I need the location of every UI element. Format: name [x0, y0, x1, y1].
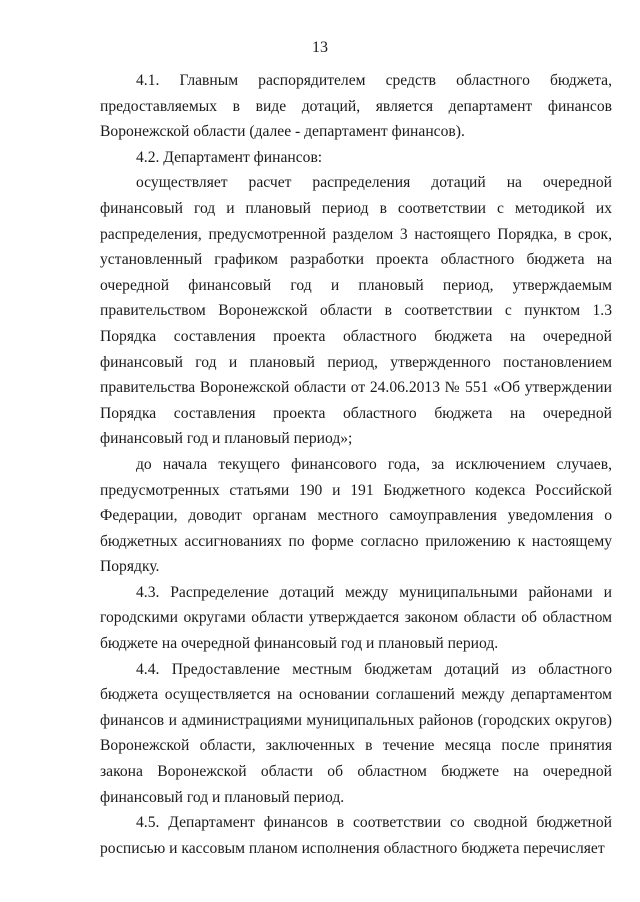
- paragraph-4-4: 4.4. Предоставление местным бюджетам дотаций из областного бюджета осуществляется на основании соглашений между департаментом финансов и администрациями муниципальных районов (городских округов) Воронежской области, заключенных в течение месяца после принятия закона Воронежской области об областном бюджете на очередной финансовый год и плановый период.: [100, 660, 612, 806]
- paragraph-calculation: осуществляет расчет распределения дотаций на очередной финансовый год и плановый период в соответствии с методикой их распределения, предусмотренной разделом 3 настоящего Порядка, в срок, установленный графиком разработки проекта областного бюджета на очередной финансовый год и плановый период, утверждаемым правительством Воронежской области в соответствии с пунктом 1.3 Порядка составления проекта областного бюджета на очередной финансовый год и плановый период, утвержденного постановлением правительства Воронежской области от 24.06.2013 № 551 «Об утверждении Порядка составления проекта областного бюджета на очередной финансовый год и плановый период»;: [100, 174, 612, 448]
- paragraph-4-5: 4.5. Департамент финансов в соответствии со сводной бюджетной росписью и кассовым планом исполнения областного бюджета перечисляет: [100, 814, 612, 857]
- paragraph-notification: до начала текущего финансового года, за исключением случаев, предусмотренных статьями 190 и 191 Бюджетного кодекса Российской Федерации, доводит органам местного самоуправления уведомления о бюджетных ассигнованиях по форме согласно приложению к настоящему Порядку.: [100, 455, 612, 576]
- page-number: 13: [312, 39, 328, 56]
- document-body: [100, 68, 612, 861]
- paragraph-4-3: 4.3. Распределение дотаций между муниципальными районами и городскими округами области утверждается законом области об областном бюджете на очередной финансовый год и плановый период.: [100, 583, 612, 653]
- paragraph-4-1: 4.1. Главным распорядителем средств областного бюджета, предоставляемых в виде дотаций, является департамент финансов Воронежской области (далее - департамент финансов).: [100, 72, 612, 141]
- paragraph-4-2: 4.2. Департамент финансов:: [136, 148, 323, 166]
